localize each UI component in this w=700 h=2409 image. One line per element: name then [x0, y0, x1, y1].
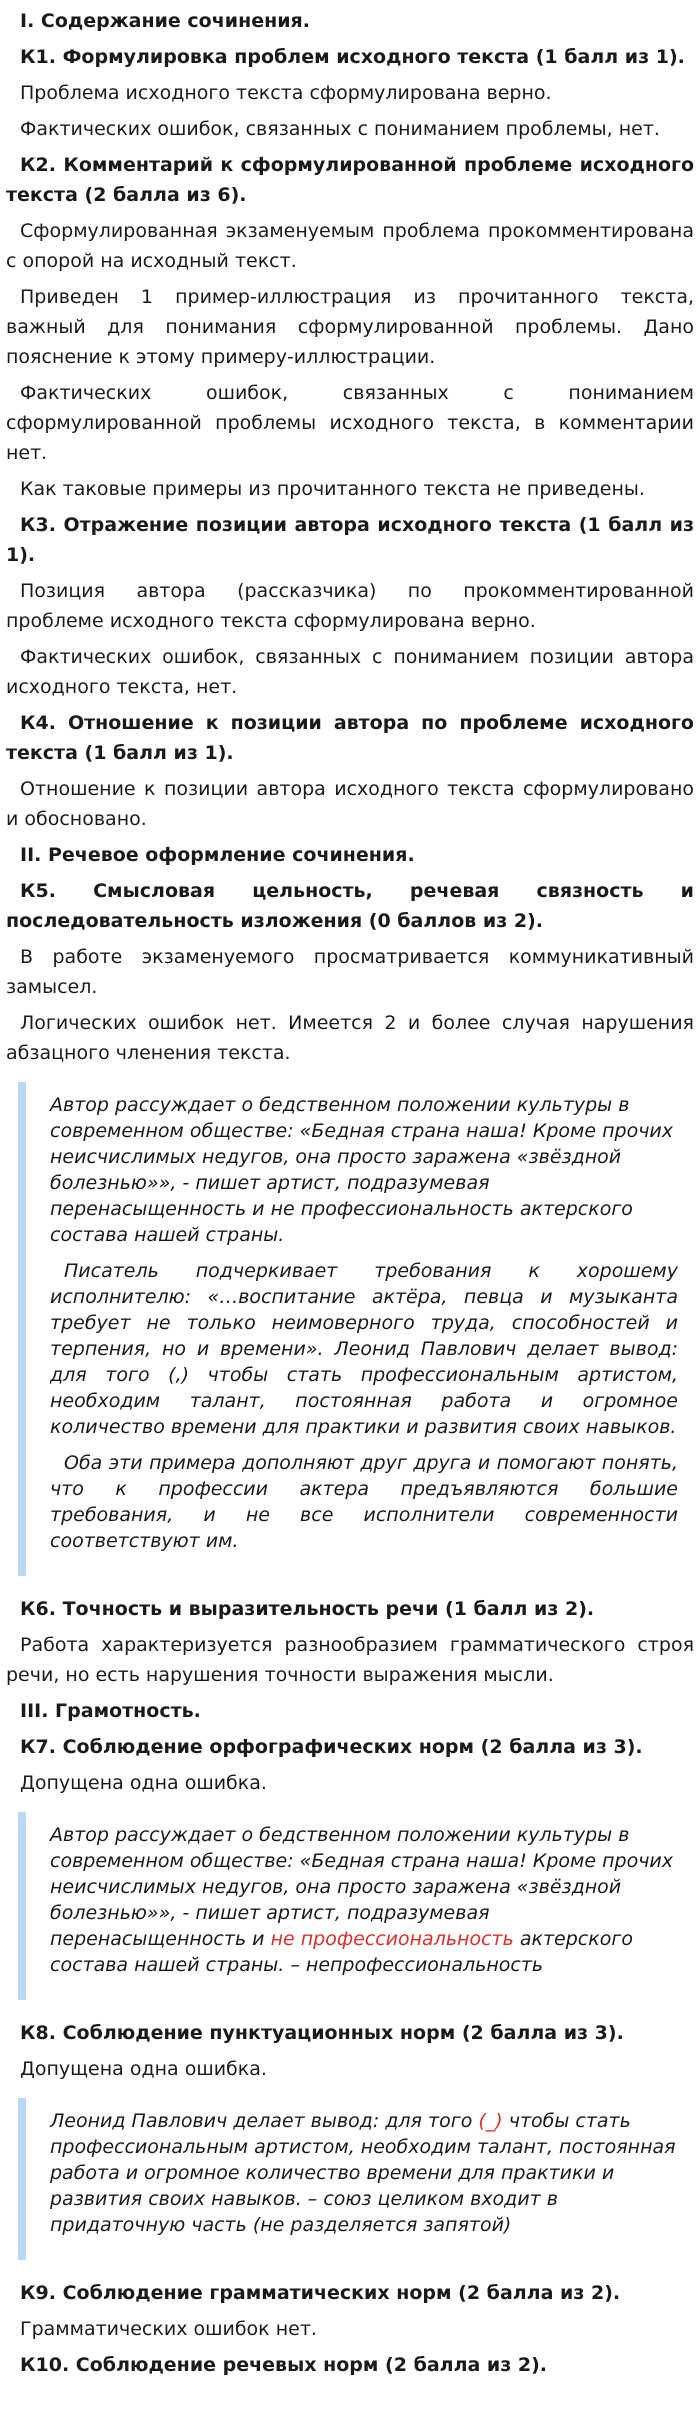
k4-paragraph-1: Отношение к позиции автора исходного текста сформулировано и обосновано. — [6, 778, 694, 830]
k9-paragraph-1: Грамматических ошибок нет. — [20, 2318, 317, 2340]
k8-quote-post: чтобы стать профессиональным артистом, необходим талант, постоянная работа и огромное количество времени для практики и развития своих навыков. – союз целиком входит в придаточную часть (не разделяется запятой) — [50, 2110, 676, 2236]
k6-title: К6. Точность и выразительность речи (1 балл из 2). — [20, 1598, 595, 1620]
k3-paragraph-1: Позиция автора (рассказчика) по прокомментированной проблеме исходного текста сформулирована верно. — [6, 580, 694, 632]
k7-quote-text — [50, 1822, 678, 1978]
k8-quote-pre: Леонид Павлович делает вывод: для того — [50, 2110, 479, 2132]
k8-title: К8. Соблюдение пунктуационных норм (2 балла из 3). — [20, 2022, 624, 2044]
k10-title: К10. Соблюдение речевых норм (2 балла из 2). — [20, 2354, 548, 2376]
k8-error-highlight: (_) — [478, 2110, 503, 2132]
k8-quote-text — [50, 2108, 678, 2238]
k7-quote-pre: Автор рассуждает о бедственном положении культуры в современном обществе: «Бедная страна наша! Кроме прочих неисчислимых недугов, она просто заражена «звёздной болезнью»», - пишет артист, подразумевая перенасыщенность и — [50, 1824, 674, 1950]
k5-paragraph-2: Логических ошибок нет. Имеется 2 и более случая нарушения абзацного членения текста. — [6, 1012, 694, 1064]
section-1-title: I. Содержание сочинения. — [20, 10, 310, 32]
k6-paragraph-1: Работа характеризуется разнообразием грамматического строя речи, но есть нарушения точности выражения мысли. — [6, 1634, 694, 1686]
k3-title: К3. Отражение позиции автора исходного текста (1 балл из 1). — [6, 514, 694, 566]
k2-paragraph-4: Как таковые примеры из прочитанного текста не приведены. — [20, 478, 645, 500]
section-3-title: III. Грамотность. — [20, 1700, 201, 1722]
k9-title: К9. Соблюдение грамматических норм (2 балла из 2). — [20, 2282, 621, 2304]
k5-quote-paragraph-2: Писатель подчеркивает требования к хорошему исполнителю: «…воспитание актёра, певца и музыканта требует не только неимоверного труда, способностей и терпения, но и времени». Леонид Павлович делает вывод: для того (,) чтобы стать профессиональным артистом, необходим талант, постоянная работа и огромное количество времени для практики и развития своих навыков. — [50, 1260, 678, 1438]
k1-title: К1. Формулировка проблем исходного текста (1 балл из 1). — [20, 46, 685, 68]
k7-paragraph-1: Допущена одна ошибка. — [20, 1772, 267, 1794]
k7-title: К7. Соблюдение орфографических норм (2 балла из 3). — [20, 1736, 643, 1758]
k2-paragraph-3: Фактических ошибок, связанных с пониманием сформулированной проблемы исходного текста, в комментарии нет. — [6, 382, 694, 464]
k2-title: К2. Комментарий к сформулированной проблеме исходного текста (2 балла из 6). — [6, 154, 694, 206]
k2-paragraph-2: Приведен 1 пример-иллюстрация из прочитанного текста, важный для понимания сформулированной проблемы. Дано пояснение к этому примеру-иллюстрации. — [6, 286, 694, 368]
k7-quote-post: актерского состава нашей страны. – непрофессиональность — [50, 1928, 633, 1976]
k8-quote — [18, 2098, 694, 2260]
section-2-title: II. Речевое оформление сочинения. — [20, 844, 415, 866]
k5-title: К5. Смысловая цельность, речевая связность и последовательность изложения (0 баллов из 2). — [6, 880, 694, 932]
k7-error-highlight: не профессиональность — [270, 1928, 514, 1950]
k2-paragraph-1: Сформулированная экзаменуемым проблема прокомментирована с опорой на исходный текст. — [6, 220, 694, 272]
k7-quote — [18, 1812, 694, 2000]
k5-quote-paragraph-3: Оба эти примера дополняют друг друга и помогают понять, что к профессии актера предъявляются большие требования, и не все исполнители современности соответствуют им. — [50, 1452, 678, 1552]
k5-quote-paragraph-1: Автор рассуждает о бедственном положении культуры в современном обществе: «Бедная страна наша! Кроме прочих неисчислимых недугов, она просто заражена «звёздной болезнью»», - пишет артист, подразумевая перенасыщенность и не профессиональность актерского состава нашей страны. — [50, 1094, 674, 1246]
k3-paragraph-2: Фактических ошибок, связанных с пониманием позиции автора исходного текста, нет. — [6, 646, 694, 698]
k4-title: К4. Отношение к позиции автора по проблеме исходного текста (1 балл из 1). — [6, 712, 694, 764]
k1-paragraph-1: Проблема исходного текста сформулирована верно. — [20, 82, 552, 104]
k1-paragraph-2: Фактических ошибок, связанных с пониманием проблемы, нет. — [20, 118, 660, 140]
k5-paragraph-1: В работе экзаменуемого просматривается коммуникативный замысел. — [6, 946, 694, 998]
k8-paragraph-1: Допущена одна ошибка. — [20, 2058, 267, 2080]
k5-quote — [18, 1082, 694, 1576]
